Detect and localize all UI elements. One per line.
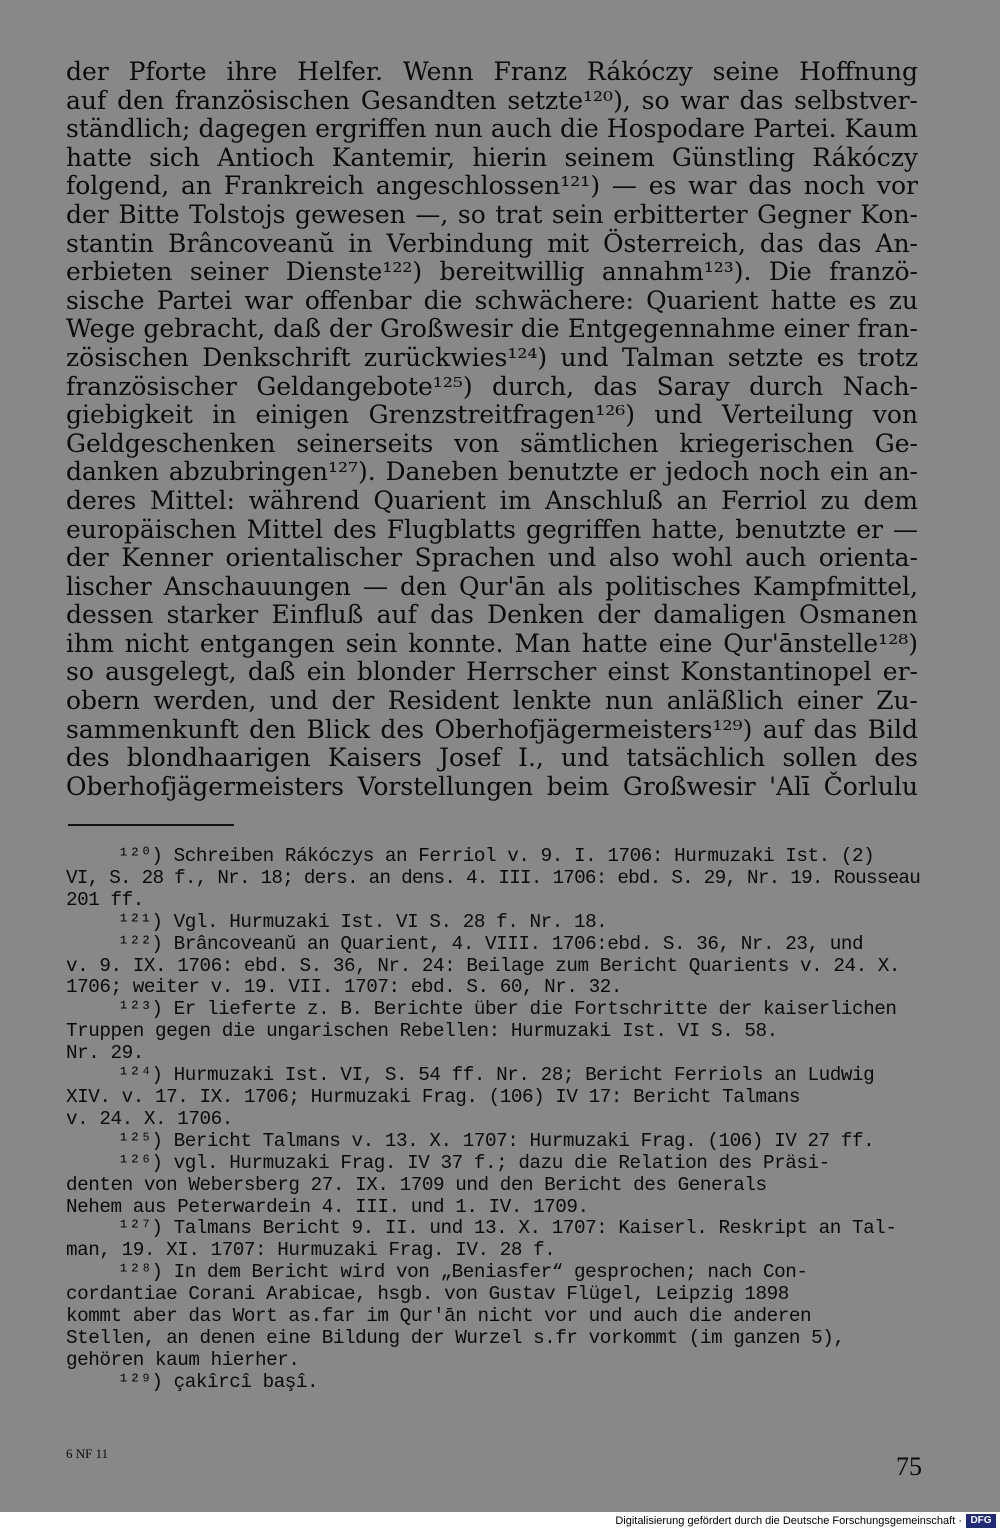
footnote-line: Nr. 29.: [66, 1042, 144, 1065]
footnote-line: ¹²⁸) In dem Bericht wird von „Beniasfer“ gesprochen; nach Con-: [118, 1261, 808, 1284]
footnote-line: VI, S. 28 f., Nr. 18; ders. an dens. 4. III. 1706: ebd. S. 29, Nr. 19. Rousseau: [66, 866, 920, 889]
footnote-line: v. 9. IX. 1706: ebd. S. 36, Nr. 24: Beilage zum Bericht Quarients v. 24. X.: [66, 954, 901, 977]
page-number: 75: [896, 1452, 922, 1481]
footnote-line: kommt aber das Wort as.far im Qur'ān nicht vor und auch die anderen: [66, 1305, 812, 1328]
body-line: europäischen Mittel des Flugblatts gegriffen hatte, benutzte er —: [66, 514, 918, 544]
footnote-line: 201 ff.: [66, 888, 144, 911]
footnote-line: ¹²⁵) Bericht Talmans v. 13. X. 1707: Hurmuzaki Frag. (106) IV 27 ff.: [118, 1129, 875, 1152]
footnote-line: man, 19. XI. 1707: Hurmuzaki Frag. IV. 28 f.: [66, 1239, 556, 1262]
body-line: ihm nicht entgangen sein konnte. Man hatte eine Qur'ānstelle¹²⁸): [66, 628, 918, 658]
body-line: sammenkunft den Blick des Oberhofjägermeisters¹²⁹) auf das Bild: [66, 714, 918, 744]
footnote-line: cordantiae Corani Arabicae, hsgb. von Gustav Flügel, Leipzig 1898: [66, 1283, 789, 1306]
body-line: des blondhaarigen Kaisers Josef I., und tatsächlich sollen des: [66, 743, 918, 773]
body-line: so ausgelegt, daß ein blonder Herrscher einst Konstantinopel er-: [66, 657, 918, 687]
footnote-line: ¹²³) Er lieferte z. B. Berichte über die Fortschritte der kaiserlichen: [118, 998, 897, 1021]
footnotes: [66, 846, 920, 1394]
body-line: der Kenner orientalischer Sprachen und also wohl auch orienta-: [66, 543, 918, 573]
body-line: Oberhofjägermeisters Vorstellungen beim Großwesir 'Alī Čorlulu: [66, 771, 918, 801]
body-line: lischer Anschauungen — den Qur'ān als politisches Kampfmittel,: [66, 571, 918, 601]
footnote-line: v. 24. X. 1706.: [66, 1107, 233, 1130]
footnote-separator-rule: [68, 824, 234, 826]
body-line: obern werden, und der Resident lenkte nun anläßlich einer Zu-: [66, 686, 918, 716]
footnote-line: XIV. v. 17. IX. 1706; Hurmuzaki Frag. (106) IV 17: Bericht Talmans: [66, 1085, 800, 1108]
body-line: giebigkeit in einigen Grenzstreitfragen¹²⁶) und Verteilung von: [66, 400, 918, 430]
body-line: deres Mittel: während Quarient im Anschluß an Ferriol zu dem: [66, 485, 918, 515]
footnote-line: ¹²⁰) Schreiben Rákóczys an Ferriol v. 9. I. 1706: Hurmuzaki Ist. (2): [118, 845, 875, 867]
body-line: stantin Brâncoveanŭ in Verbindung mit Österreich, das das An-: [66, 228, 918, 258]
body-line: sische Partei war offenbar die schwächere: Quarient hatte es zu: [66, 285, 918, 315]
footnote-line: ¹²¹) Vgl. Hurmuzaki Ist. VI S. 28 f. Nr. 18.: [118, 910, 608, 933]
body-line: ständlich; dagegen ergriffen nun auch die Hospodare Partei. Kaum: [66, 114, 918, 144]
footnote-line: ¹²²) Brâncoveanŭ an Quarient, 4. VIII. 1706:ebd. S. 36, Nr. 23, und: [118, 932, 864, 955]
footnote-line: 1706; weiter v. 19. VII. 1707: ebd. S. 60, Nr. 32.: [66, 976, 623, 999]
body-line: der Pforte ihre Helfer. Wenn Franz Rákóczy seine Hoffnung: [66, 57, 918, 86]
footnote-line: gehören kaum hierher.: [66, 1348, 300, 1371]
digitization-credit: Digitalisierung gefördert durch die Deutsche Forschungsgemeinschaft ·: [615, 1515, 962, 1527]
body-line: auf den französischen Gesandten setzte¹²⁰), so war das selbstver-: [66, 85, 918, 115]
body-line: folgend, an Frankreich angeschlossen¹²¹) — es war das noch vor: [66, 171, 918, 201]
body-line: danken abzubringen¹²⁷). Daneben benutzte er jedoch noch ein an-: [66, 457, 918, 487]
footnote-line: ¹²⁴) Hurmuzaki Ist. VI, S. 54 ff. Nr. 28; Bericht Ferriols an Ludwig: [118, 1064, 875, 1087]
footnote-line: Truppen gegen die ungarischen Rebellen: Hurmuzaki Ist. VI S. 58.: [66, 1020, 778, 1043]
body-line: französischer Geldangebote¹²⁵) durch, das Saray durch Nach-: [66, 371, 918, 401]
body-line: Wege gebracht, daß der Großwesir die Entgegennahme einer fran-: [66, 314, 918, 344]
footnote-line: ¹²⁹) çakîrcî başî.: [118, 1370, 319, 1393]
footnote-line: Stellen, an denen eine Bildung der Wurzel s.fr vorkommt (im ganzen 5),: [66, 1326, 845, 1349]
body-line: Geldgeschenken seinerseits von sämtlichen kriegerischen Ge-: [66, 428, 918, 458]
footnote-line: denten von Webersberg 27. IX. 1709 und den Bericht des Generals: [66, 1173, 767, 1196]
body-line: hatte sich Antioch Kantemir, hierin seinem Günstling Rákóczy: [66, 142, 918, 172]
footnote-line: ¹²⁶) vgl. Hurmuzaki Frag. IV 37 f.; dazu die Relation des Präsi-: [118, 1151, 830, 1174]
body-line: erbieten seiner Dienste¹²²) bereitwillig annahm¹²³). Die franzö-: [66, 257, 918, 287]
body-line: zösischen Denkschrift zurückwies¹²⁴) und Talman setzte es trotz: [66, 342, 918, 372]
dfg-logo-icon: DFG: [966, 1514, 996, 1528]
printer-signature: 6 NF 11: [66, 1446, 109, 1461]
body-text: [66, 58, 918, 801]
footnote-line: Nehem aus Peterwardein 4. III. und 1. IV. 1709.: [66, 1195, 589, 1218]
footnote-line: ¹²⁷) Talmans Bericht 9. II. und 13. X. 1707: Kaiserl. Reskript an Tal-: [118, 1217, 897, 1240]
body-line: der Bitte Tolstojs gewesen —, so trat sein erbitterter Gegner Kon-: [66, 199, 918, 229]
body-line: dessen starker Einfluß auf das Denken der damaligen Osmanen: [66, 600, 918, 630]
